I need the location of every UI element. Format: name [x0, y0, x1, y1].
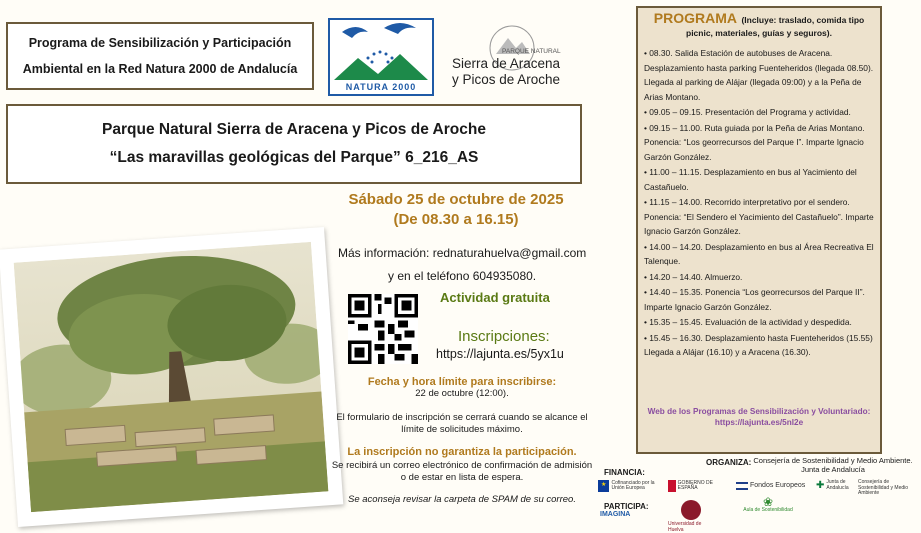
registration-link[interactable]: https://lajunta.es/5yx1u: [436, 347, 564, 361]
uhu-text: Universidad de Huelva: [668, 521, 702, 533]
activity-title: “Las maravillas geológicas del Parque” 6_216_AS: [109, 149, 479, 166]
form-closing-note: El formulario de inscripción se cerrará cuando se alcance el límite de solicitudes máximo.: [336, 412, 588, 435]
organiza-text: Consejería de Sostenibilidad y Medio Ambiente. Junta de Andalucía: [753, 456, 913, 474]
organiza-label: ORGANIZA:: [706, 458, 752, 467]
program-item: • 08.30. Salida Estación de autobuses de Aracena. Desplazamiento hasta parking Fuenteheridos (llegada 08.50). Llegada al parking de Alájar (llegada 09:00) y a la Peña de Arias Montano.: [644, 48, 874, 102]
junta-icon: ✚: [816, 479, 825, 491]
aula-logo: [740, 495, 796, 513]
info-phone: y en el teléfono 604935080.: [388, 269, 537, 283]
program-item: • 14.20 – 14.40. Almuerzo.: [644, 271, 743, 282]
program-subtitle: (Incluye: traslado, comida tipo picnic, materiales, guías y seguros).: [686, 15, 865, 38]
landscape-photo: [0, 227, 343, 527]
park-name-line2: y Picos de Aroche: [452, 72, 561, 87]
program-item: • 09.15 – 11.00. Ruta guiada por la Peña de Arias Montano. Ponencia: “Los georrecursos del Parque I”. Imparte Ignacio Garzón González.: [644, 122, 865, 162]
fondos-europeos-logo: [736, 482, 806, 490]
natura-label: NATURA 2000: [345, 82, 417, 92]
junta-text: Junta de Andalucía: [826, 479, 849, 491]
event-date-day: Sábado 25 de octubre de 2025: [348, 191, 564, 208]
imagina-logo: [600, 512, 630, 518]
park-name-line1: Sierra de Aracena: [452, 56, 561, 71]
confirmation-email-note: Se recibirá un correo electrónico de confirmación de admisión o de estar en lista de espera.: [331, 460, 593, 483]
consejeria-text: Consejería de Sostenibilidad y Medio Ambiente: [858, 479, 909, 496]
eu-flag-icon: ★: [598, 480, 609, 492]
deadline-heading: Fecha y hora límite para inscribirse:: [367, 376, 557, 388]
junta-logo: [816, 480, 854, 491]
aula-text: Aula de Sostenibilidad: [743, 506, 793, 513]
imagina-text: IMAGINA: [600, 511, 631, 518]
fondos-text: Fondos Europeos: [750, 482, 806, 490]
program-item: • 09.05 – 09.15. Presentación del Programa y actividad.: [644, 107, 851, 117]
program-footer-link[interactable]: https://lajunta.es/5nl2e: [714, 418, 804, 427]
program-header: [644, 12, 874, 39]
program-footer-label: Web de los Programas de Sensibilización y Voluntariado:: [647, 407, 871, 416]
program-item: • 15.35 – 15.45. Evaluación de la actividad y despedida.: [644, 317, 852, 327]
eu-text: Cofinanciado por la Unión Europea: [611, 479, 655, 491]
spain-crest-icon: [668, 480, 676, 492]
activity-park: Parque Natural Sierra de Aracena y Picos de Aroche: [102, 121, 486, 138]
program-panel: [636, 6, 882, 454]
consejeria-logo: [858, 480, 914, 497]
uhu-logo: [668, 500, 714, 533]
park-small-label: PARQUE NATURAL: [502, 48, 561, 55]
event-date: [300, 190, 612, 230]
program-item: • 14.40 – 15.35. Ponencia “Los georrecursos del Parque II”. Imparte Ignacio Garzón González.: [644, 287, 865, 312]
program-items: [644, 46, 874, 360]
participa-label: PARTICIPA:: [604, 502, 649, 511]
ministerio-text: GOBIERNO DE ESPAÑA: [677, 479, 713, 491]
deadline-value: 22 de octubre (12:00).: [415, 388, 509, 399]
natura-2000-logo: [328, 18, 434, 96]
event-time: (De 08.30 a 16.15): [393, 211, 519, 228]
spam-note: Se aconseja revisar la carpeta de SPAM de su correo.: [348, 494, 576, 505]
program-name-box: [6, 22, 314, 90]
program-name-line1: Programa de Sensibilización y Participación: [28, 36, 292, 50]
ministerio-logo: [668, 480, 732, 492]
program-name-line2: Ambiental en la Red Natura 2000 de Andalucía: [22, 62, 298, 76]
fondos-icon: [736, 482, 748, 490]
registration-deadline: [330, 376, 594, 399]
program-item: • 11.00 – 11.15. Desplazamiento en bus al Yacimiento del Castañuelo.: [644, 167, 857, 192]
program-item: • 11.15 – 14.00. Recorrido interpretativo por el sendero. Ponencia: “El Sendero el Yacimiento del Castañuelo”. Imparte Ignacio Garzón González.: [644, 197, 874, 236]
eu-logo: [598, 480, 664, 492]
info-email: Más información: rednaturahuelva@gmail.com: [338, 246, 587, 260]
park-logo: [450, 24, 570, 94]
park-name: [452, 56, 560, 88]
uhu-crest-icon: [681, 500, 701, 520]
program-item: • 15.45 – 16.30. Desplazamiento hasta Fuenteheridos (15.55) Llegada a Alájar (16.10) y a Aracena (16.30).: [644, 332, 873, 357]
program-footer: [644, 406, 874, 428]
program-item: • 14.00 – 14.20. Desplazamiento en bus al Área Recreativa El Talenque.: [644, 241, 874, 266]
free-activity-label: Actividad gratuita: [440, 290, 550, 305]
qr-code-icon[interactable]: [348, 294, 418, 364]
program-title: PROGRAMA: [653, 10, 737, 26]
registration-heading: Inscripciones:: [458, 328, 550, 345]
no-guarantee-note: La inscripción no garantiza la participación.: [347, 446, 577, 458]
aula-leaf-icon: ❀: [762, 495, 774, 509]
activity-title-box: [6, 104, 582, 184]
financia-label: FINANCIA:: [604, 468, 645, 477]
